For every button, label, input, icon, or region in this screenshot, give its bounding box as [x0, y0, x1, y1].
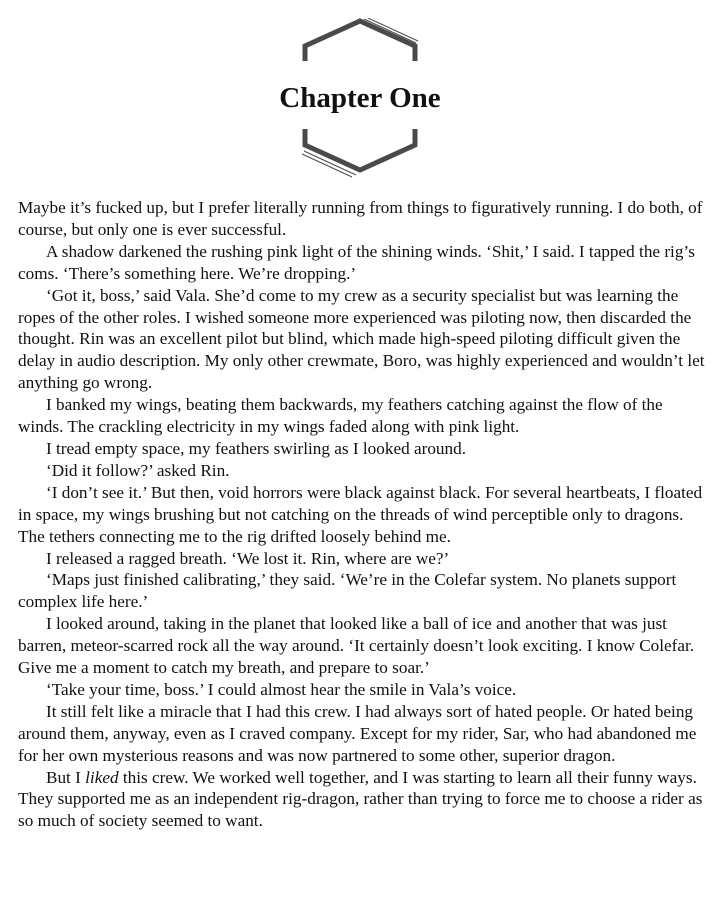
paragraph: ‘I don’t see it.’ But then, void horrors were black against black. For several heartbeats, I floated in space, my wings brushing but not catching on the threads of wind perceptible only to dragons. The tethers connecting me to the rig drifted loosely behind me. — [18, 482, 703, 546]
paragraph: I released a ragged breath. ‘We lost it. Rin, where are we?’ — [46, 548, 450, 568]
paragraph: ‘Got it, boss,’ said Vala. She’d come to my crew as a security specialist but was learning the ropes of the other roles. I wished someone more experienced was piloting now, then discarded the thought. Rin was an excellent pilot but blind, which made high-speed piloting difficult given the delay in audio description. My only other crewmate, Boro, was highly experienced and wouldn’t let anything go wrong. — [18, 285, 705, 393]
paragraph: I looked around, taking in the planet that looked like a ball of ice and another that was just barren, meteor-scarred rock all the way around. ‘It certainly doesn’t look exciting. I know Colefar. Give me a moment to catch my breath, and prepare to soar.’ — [18, 614, 695, 678]
chapter-title: Chapter One — [279, 82, 441, 114]
paragraph: It still felt like a miracle that I had this crew. I had always sort of hated people. Or hated being around them, anyway, even as I craved company. Except for my rider, Sar, who had abandoned me for her own mysterious reasons and was now partnered to some other, superior dragon. — [18, 701, 697, 765]
chapter-body-text — [18, 197, 706, 832]
paragraph: A shadow darkened the rushing pink light of the shining winds. ‘Shit,’ I said. I tapped the rig’s coms. ‘There’s something here. We’re dropping.’ — [18, 241, 695, 283]
paragraph: I tread empty space, my feathers swirling as I looked around. — [46, 438, 467, 458]
paragraph: Maybe it’s fucked up, but I prefer literally running from things to figuratively running. I do both, of course, but only one is ever successful. — [18, 198, 703, 239]
paragraph: ‘Maps just finished calibrating,’ they said. ‘We’re in the Colefar system. No planets support complex life here.’ — [18, 570, 677, 612]
top-hexagon-ornament-icon — [300, 18, 420, 68]
last-paragraph-end: this crew. We worked well together, and I was starting to learn all their funny ways. They supported me as an independent rig-dragon, rather than trying to force me to choose a rider as so much of society seemed to want. — [18, 767, 703, 831]
paragraph: ‘Take your time, boss.’ I could almost hear the smile in Vala’s voice. — [46, 679, 517, 699]
last-paragraph — [18, 767, 706, 833]
paragraph: ‘Did it follow?’ asked Rin. — [46, 460, 230, 480]
paragraph: I banked my wings, beating them backwards, my feathers catching against the flow of the winds. The crackling electricity in my wings faded along with pink light. — [18, 395, 663, 437]
bottom-hexagon-ornament-icon — [300, 126, 420, 178]
emphasized-word: liked — [85, 767, 119, 787]
last-paragraph-start: But I — [46, 767, 86, 787]
